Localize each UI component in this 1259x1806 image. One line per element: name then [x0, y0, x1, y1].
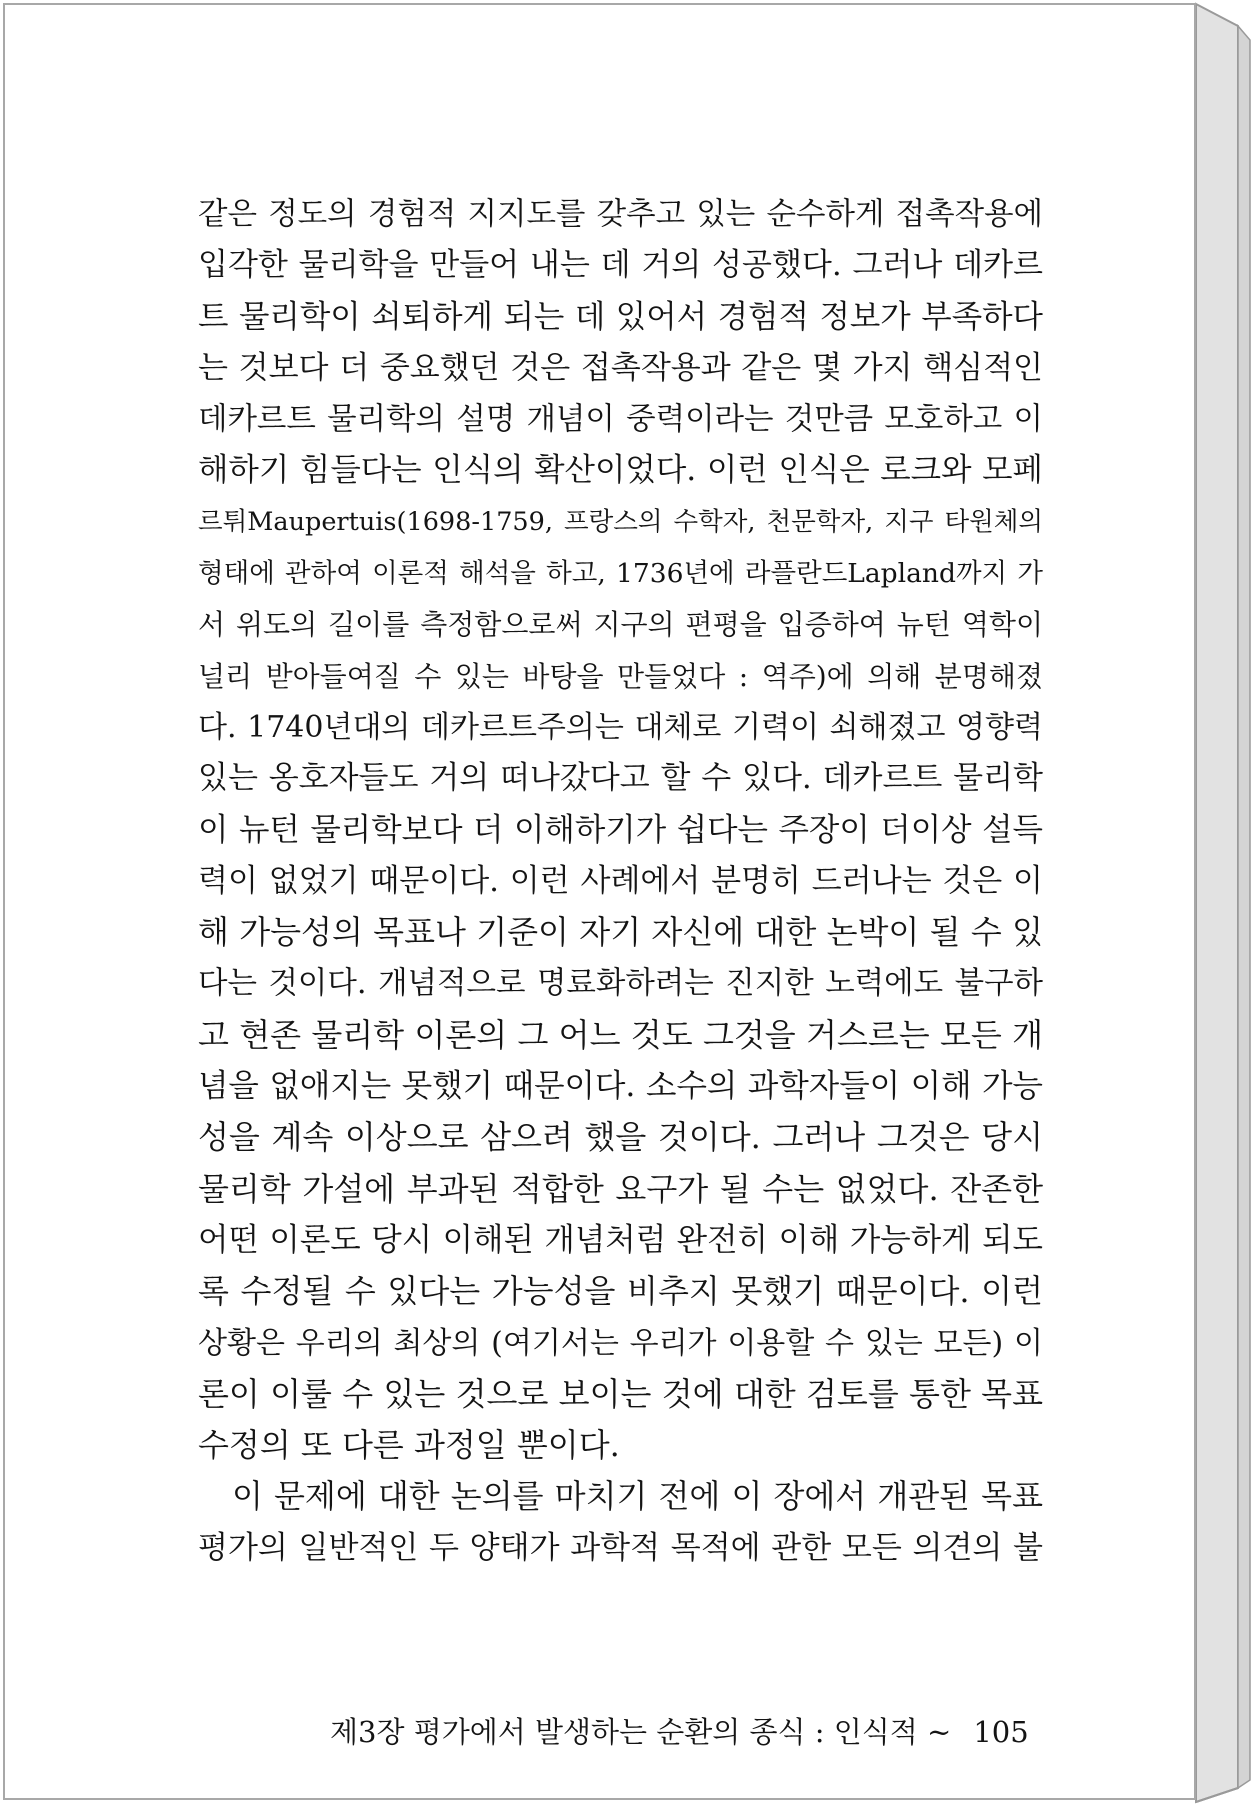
text-line: 입각한 물리학을 만들어 내는 데 거의 성공했다. 그러나 데카르: [198, 247, 1043, 284]
page-footer: [330, 1710, 1029, 1751]
text-line: 평가의 일반적인 두 양태가 과학적 목적에 관한 모든 의견의 불: [198, 1529, 1043, 1566]
text-line: 력이 없었기 때문이다. 이런 사례에서 분명히 드러나는 것은 이: [198, 862, 1043, 899]
running-head: 제3장 평가에서 발생하는 순환의 종식 : 인식적 ~: [330, 1715, 952, 1749]
text-line: 수정의 또 다른 과정일 뿐이다.: [198, 1426, 620, 1465]
text-line: 같은 정도의 경험적 지지도를 갖추고 있는 순수하게 접촉작용에: [198, 197, 1043, 232]
text-line: 널리 받아들여질 수 있는 바탕을 만들었다 : 역주)에 의해 분명해졌: [198, 659, 1043, 693]
text-line: 르튀Maupertuis(1698-1759, 프랑스의 수학자, 천문학자, 지구 타원체의: [198, 506, 1043, 537]
text-line: 해 가능성의 목표나 기준이 자기 자신에 대한 논박이 될 수 있: [198, 913, 1043, 952]
text-line: 이 뉴턴 물리학보다 더 이해하기가 쉽다는 주장이 더이상 설득: [198, 811, 1043, 848]
text-line: 록 수정될 수 있다는 가능성을 비추지 못했기 때문이다. 이런: [198, 1272, 1043, 1311]
text-line: 어떤 이론도 당시 이해된 개념처럼 완전히 이해 가능하게 되도: [198, 1221, 1043, 1258]
page-number: 105: [973, 1715, 1029, 1749]
text-line: 성을 계속 이상으로 삼으려 했을 것이다. 그러나 그것은 당시: [198, 1118, 1043, 1157]
text-line: 념을 없애지는 못했기 때문이다. 소수의 과학자들이 이해 가능: [198, 1068, 1043, 1105]
text-line: 있는 옹호자들도 거의 떠나갔다고 할 수 있다. 데카르트 물리학: [198, 760, 1043, 797]
text-line: 론이 이룰 수 있는 것으로 보이는 것에 대한 검토를 통한 목표: [198, 1374, 1043, 1413]
text-line: 서 위도의 길이를 측정함으로써 지구의 편평을 입증하여 뉴턴 역학이: [198, 608, 1043, 642]
text-line: 트 물리학이 쇠퇴하게 되는 데 있어서 경험적 정보가 부족하다: [198, 298, 1043, 335]
text-line: 다. 1740년대의 데카르트주의는 대체로 기력이 쇠해졌고 영향력: [198, 709, 1043, 745]
text-line: 는 것보다 더 중요했던 것은 접촉작용과 같은 몇 가지 핵심적인: [198, 349, 1043, 386]
text-line: 고 현존 물리학 이론의 그 어느 것도 그것을 거스르는 모든 개: [198, 1015, 1043, 1054]
text-line: 다는 것이다. 개념적으로 명료화하려는 진지한 노력에도 불구하: [198, 966, 1043, 1002]
text-line: 이 문제에 대한 논의를 마치기 전에 이 장에서 개관된 목표: [232, 1477, 1043, 1516]
text-line: 해하기 힘들다는 인식의 확산이었다. 이런 인식은 로크와 모페: [198, 452, 1043, 489]
text-line: 상황은 우리의 최상의 (여기서는 우리가 이용할 수 있는 모든) 이: [198, 1325, 1043, 1361]
text-line: 데카르트 물리학의 설명 개념이 중력이라는 것만큼 모호하고 이: [198, 402, 1043, 438]
body-text: [198, 189, 1043, 1574]
text-line: 물리학 가설에 부과된 적합한 요구가 될 수는 없었다. 잔존한: [198, 1169, 1043, 1208]
text-line: 형태에 관하여 이론적 해석을 하고, 1736년에 라플란드Lapland까지 가: [198, 558, 1043, 590]
